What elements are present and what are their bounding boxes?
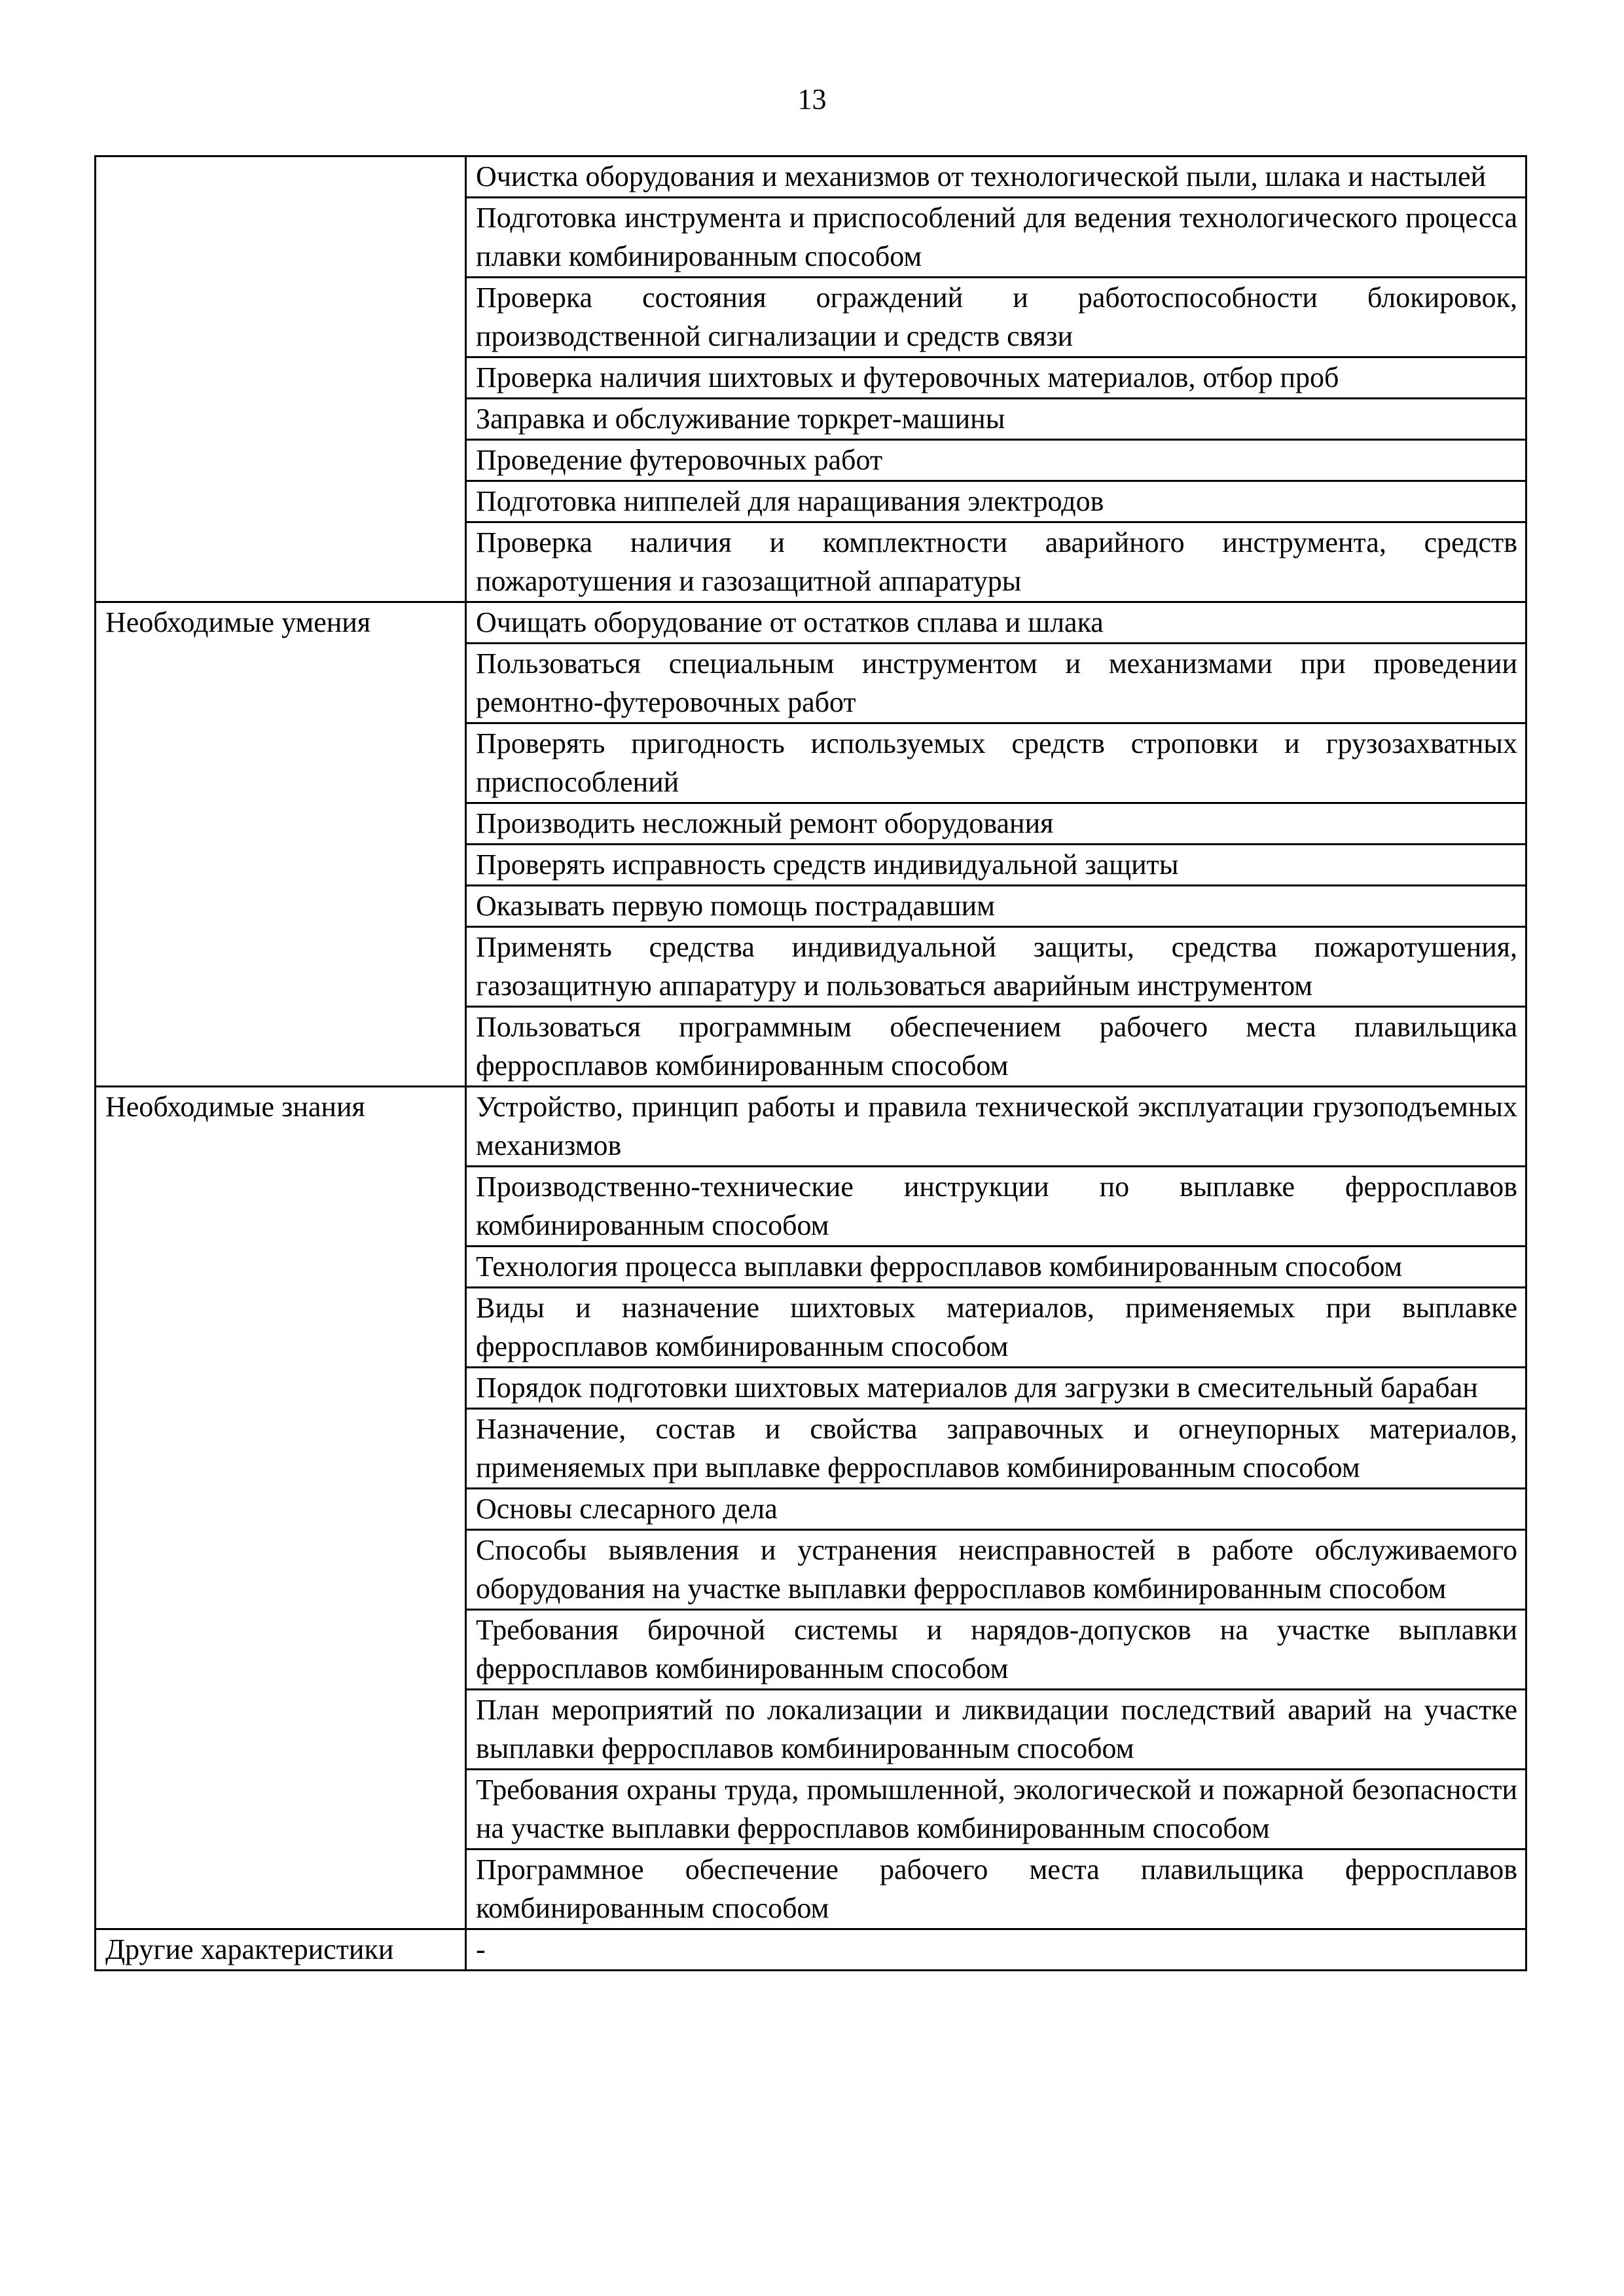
table-cell: Производить несложный ремонт оборудования (466, 803, 1526, 845)
row-label-knowledge: Необходимые знания (96, 1087, 466, 1929)
table-cell: - (466, 1929, 1526, 1971)
table-cell: Оказывать первую помощь пострадавшим (466, 886, 1526, 927)
table-cell: Пользоваться специальным инструментом и механизмами при проведении ремонтно-футеровочных работ (466, 644, 1526, 723)
row-label-skills: Необходимые умения (96, 602, 466, 1087)
table-cell: Подготовка инструмента и приспособлений для ведения технологического процесса плавки комбинированным способом (466, 198, 1526, 278)
table-row (96, 1929, 1526, 1971)
table-cell: Проверять пригодность используемых средств строповки и грузозахватных приспособлений (466, 723, 1526, 803)
table-cell: Очищать оборудование от остатков сплава и шлака (466, 602, 1526, 644)
requirements-table (94, 155, 1527, 1971)
table-cell: Проведение футеровочных работ (466, 440, 1526, 481)
table-cell: Способы выявления и устранения неисправностей в работе обслуживаемого оборудования на участке выплавки ферросплавов комбинированным способом (466, 1530, 1526, 1610)
table-cell: Применять средства индивидуальной защиты, средства пожаротушения, газозащитную аппаратуру и пользоваться аварийным инструментом (466, 927, 1526, 1007)
table-cell: Проверять исправность средств индивидуальной защиты (466, 845, 1526, 886)
table-cell: Программное обеспечение рабочего места плавильщика ферросплавов комбинированным способом (466, 1850, 1526, 1929)
row-label-other: Другие характеристики (96, 1929, 466, 1971)
table-cell: Технология процесса выплавки ферросплавов комбинированным способом (466, 1247, 1526, 1288)
table-cell: Производственно-технические инструкции по выплавке ферросплавов комбинированным способом (466, 1167, 1526, 1247)
table-cell: Основы слесарного дела (466, 1489, 1526, 1530)
table-cell: Требования охраны труда, промышленной, экологической и пожарной безопасности на участке выплавки ферросплавов комбинированным способом (466, 1770, 1526, 1850)
table-cell: Назначение, состав и свойства заправочных и огнеупорных материалов, применяемых при выплавке ферросплавов комбинированным способом (466, 1409, 1526, 1489)
table-cell: Проверка наличия и комплектности аварийного инструмента, средств пожаротушения и газозащитной аппаратуры (466, 522, 1526, 602)
table-row (96, 156, 1526, 198)
table-cell: Проверка наличия шихтовых и футеровочных материалов, отбор проб (466, 357, 1526, 399)
table-cell: Проверка состояния ограждений и работоспособности блокировок, производственной сигнализации и средств связи (466, 278, 1526, 357)
table-cell: Виды и назначение шихтовых материалов, применяемых при выплавке ферросплавов комбинированным способом (466, 1288, 1526, 1368)
table-row (96, 602, 1526, 644)
table-cell: Устройство, принцип работы и правила технической эксплуатации грузоподъемных механизмов (466, 1087, 1526, 1167)
table-row (96, 1087, 1526, 1167)
page-number: 13 (797, 83, 827, 115)
table-cell: Порядок подготовки шихтовых материалов для загрузки в смесительный барабан (466, 1368, 1526, 1409)
table-cell: Подготовка ниппелей для наращивания электродов (466, 481, 1526, 522)
table-cell: План мероприятий по локализации и ликвидации последствий аварий на участке выплавки ферросплавов комбинированным способом (466, 1690, 1526, 1770)
row-label-cell (96, 156, 466, 602)
table-cell: Очистка оборудования и механизмов от технологической пыли, шлака и настылей (466, 156, 1526, 198)
table-cell: Пользоваться программным обеспечением рабочего места плавильщика ферросплавов комбинированным способом (466, 1007, 1526, 1087)
table-cell: Заправка и обслуживание торкрет-машины (466, 399, 1526, 440)
table-cell: Требования бирочной системы и нарядов-допусков на участке выплавки ферросплавов комбинированным способом (466, 1610, 1526, 1690)
